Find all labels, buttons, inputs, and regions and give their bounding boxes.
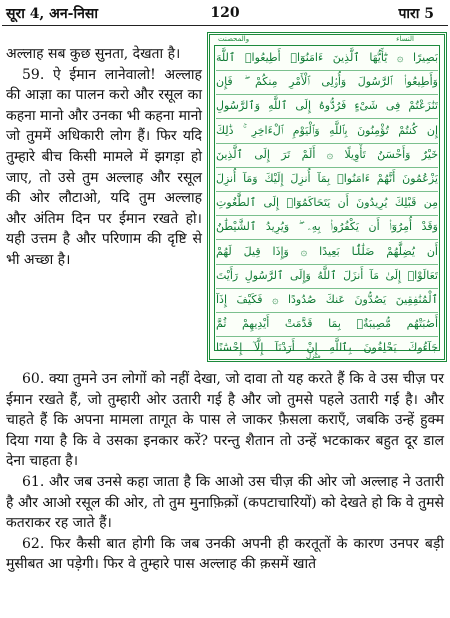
paragraph-62: 62. फिर कैसी बात होगी कि जब उनकी अपनी ही करतूतों के कारण उनपर बड़ी मुसीबत आ पड़ेगी। फिर वे तुम्हारे पास अल्लाह की क़समें खाते [6,535,444,573]
arabic-line: وَأَطِيعُوا۟ ٱلرَّسُولَ وَأُو۟لِى ٱلْأَمْرِ مِنكُمْ ۖ فَإِن [216,75,438,89]
manzil-tag-arabic: منزل [306,352,321,360]
arabic-line: أَصَٰبَتْهُم مُّصِيبَةٌۢ بِمَا قَدَّمَتْ أَيْدِيهِمْ ثُمَّ [216,317,438,331]
arabic-line: تَنَٰزَعْتُمْ فِى شَىْءٍ فَرُدُّوهُ إِلَى ٱللَّهِ وَٱلرَّسُولِ [216,99,438,113]
paragraph-61: 61. और जब उनसे कहा जाता है कि आओ उस चीज़ की ओर जो अल्लाह ने उतारी है और आओ रसूल की ओर, तो तुम मुनाफ़िक़ों (कपटाचारियों) को देखते हो कि वे तुमसे कतराकर रह जाते हैं। [6,473,444,532]
arabic-line: جَآءُوكَ يَحْلِفُونَ بِٱللَّهِ إِنْ أَرَدْنَآ إِلَّآ إِحْسَٰنًا [216,341,438,355]
page-header [4,2,446,24]
arabic-verse-box [207,32,447,362]
arabic-line: يَزْعُمُونَ أَنَّهُمْ ءَامَنُوا۟ بِمَآ أُنزِلَ إِلَيْكَ وَمَآ أُنزِلَ [216,172,438,185]
arabic-line: إِن كُنتُمْ تُؤْمِنُونَ بِٱللَّهِ وَٱلْيَوْمِ ٱلْءَاخِرِ ۚ ذَٰلِكَ [216,123,438,137]
arabic-line: خَيْرٌ وَأَحْسَنُ تَأْوِيلًا ۞ أَلَمْ تَرَ إِلَى ٱلَّذِينَ [216,147,438,161]
arabic-line: ٱلْمُنَٰفِقِينَ يَصُدُّونَ عَنكَ صُدُودًا ۞ فَكَيْفَ إِذَآ [216,293,438,306]
arabic-line: مِن قَبْلِكَ يُرِيدُونَ أَن يَتَحَاكَمُوٓا۟ إِلَى ٱلطَّٰغُوتِ [216,196,438,210]
juz-tag-arabic: والمحصنت [218,35,250,43]
paragraph-59: 59. ऐ ईमान लानेवालो! अल्लाह की आज्ञा का पालन करो और रसूल का कहना मानो और उनका भी कहना मानो जो तुममें अधिकारी लोग हैं। फिर यदि तुम्हारे बीच किसी मामले में झगड़ा हो जाए, तो उसे तुम अल्लाह और रसूल की ओर लौटाओ, यदि तुम अल्लाह और अंतिम दिन पर ईमान रखते हो। यही उत्तम है और परिणाम की दृष्टि से भी अच्छा है। [6,66,202,268]
surah-title: सूरा 4, अन-निसा [6,5,98,22]
arabic-line: وَقَدْ أُمِرُوٓا۟ أَن يَكْفُرُوا۟ بِهِۦ ۖ وَيُرِيدُ ٱلشَّيْطَٰنُ [216,220,438,234]
left-column-text [6,44,202,271]
arabic-line: أَن يُضِلَّهُمْ ضَلَٰلًۢا بَعِيدًا ۞ وَإِذَا قِيلَ لَهُمْ [216,244,438,258]
surah-tag-arabic: النساء [396,35,414,43]
page-number: 120 [210,5,240,21]
full-width-text [6,369,444,575]
para-label: पारा 5 [398,5,434,22]
arabic-line: بَصِيرًا ۞ يَٰٓأَيُّهَا ٱلَّذِينَ ءَامَنُوٓا۟ أَطِيعُوا۟ ٱللَّهَ [216,51,438,64]
arabic-line: تَعَالَوْا۟ إِلَىٰ مَآ أَنزَلَ ٱللَّهُ وَإِلَى ٱلرَّسُولِ رَأَيْتَ [216,268,438,282]
header-rule [2,25,448,26]
paragraph-58-end: अल्लाह सब कुछ सुनता, देखता है। [6,46,181,62]
paragraph-60: 60. क्या तुमने उन लोगों को नहीं देखा, जो दावा तो यह करते हैं कि वे उस चीज़ पर ईमान रखते हैं, जो तुम्हारी ओर उतारी गई है और जो तुमसे पहले उतारी गई है। और चाहते हैं कि अपना मामला तागूत के पास ले जाकर फ़ैसला कराएँ, जबकि उन्हें हुक्म दिया गया है कि वे उसका इनकार करें? परन्तु शैतान तो उन्हें भटकाकर बहुत दूर डाल देना चाहता है। [6,371,444,470]
